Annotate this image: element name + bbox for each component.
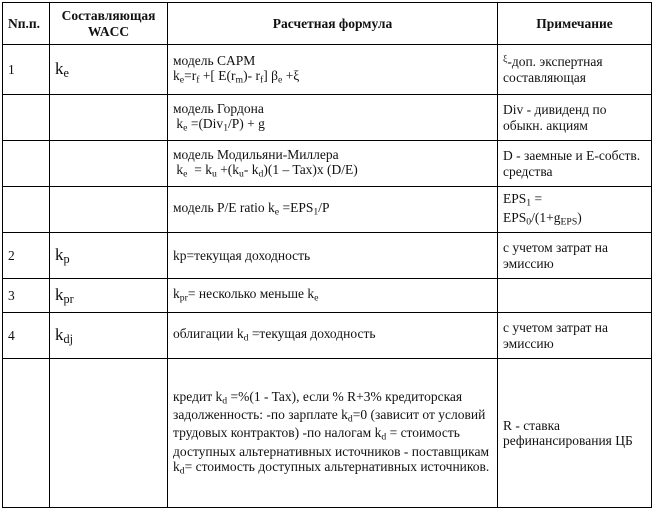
formula-kpr: $k_{pr}=$ несколько меньше $k_e$ <box>168 279 498 313</box>
note-empty <box>498 279 652 313</box>
header-num: Nп.п. <box>3 3 50 45</box>
header-note: Примечание <box>498 3 652 45</box>
table-row <box>3 45 652 95</box>
component-kpr: $k_{pr}$ <box>50 279 168 313</box>
header-row <box>3 3 652 45</box>
formula-title: модель CAPM <box>173 52 256 68</box>
formula-eq: $k_e =(Div_1/P) + g$ <box>173 115 265 134</box>
table-row <box>3 279 652 313</box>
component-ke: $k_e$ <box>50 45 168 95</box>
formula-kd-bonds: облигации $k_d$ =текущая доходность <box>168 313 498 359</box>
formula-kp: kp=текущая доходность <box>168 233 498 279</box>
table-row <box>3 233 652 279</box>
row-num: 4 <box>3 313 50 359</box>
formula-eq: $k_e=r_f$ +[ $E(r_m)-$ $r_f$] $\beta_e +\xi$ <box>173 67 300 86</box>
row-num: 3 <box>3 279 50 313</box>
row-num <box>3 359 50 508</box>
table-row <box>3 359 652 508</box>
note-refinancing: R - ставка рефинансирования ЦБ <box>498 359 652 508</box>
table-row <box>3 95 652 141</box>
note-div: Div - дивиденд по обыкн. акциям <box>498 95 652 141</box>
note-emission: с учетом затрат на эмиссию <box>498 233 652 279</box>
table-row <box>3 187 652 233</box>
formula-gordon <box>168 95 498 141</box>
component-empty <box>50 95 168 141</box>
formula-pe: модель P/E ratio $k_e =EPS_1/P$ <box>168 187 498 233</box>
formula-capm <box>168 45 498 95</box>
row-num <box>3 187 50 233</box>
header-component: Составляющая WACC <box>50 3 168 45</box>
component-empty <box>50 359 168 508</box>
note-xi: $^\xi$-доп. экспертная составляющая <box>498 45 652 95</box>
component-kdj: $k_{dj}$ <box>50 313 168 359</box>
component-kp: $k_p$ <box>50 233 168 279</box>
row-num <box>3 141 50 187</box>
component-empty <box>50 187 168 233</box>
formula-title: модель Модильяни-Миллера <box>173 146 339 162</box>
table-row <box>3 141 652 187</box>
formula-title: модель Гордона <box>173 100 264 116</box>
formula-kd-credit: кредит $k_d =\%(1 - Tax)$, если % R+3% кредиторская задолженность: -по зарплате $k_d=0$ (зависит от условий трудовых контрактов) -по налогам $k_d$ = стоимость доступных альтернативных источников - поставщикам $k_d=$ стоимость доступных альтернативных источников. <box>168 359 498 508</box>
row-num <box>3 95 50 141</box>
note-de: D - заемные и E-собств. средства <box>498 141 652 187</box>
component-empty <box>50 141 168 187</box>
table-row <box>3 313 652 359</box>
formula-eq: $k_e = k_u +(k_u-$ $k_d)(1 - Tax)x$ (D/E) <box>173 161 358 180</box>
row-num: 2 <box>3 233 50 279</box>
note-emission: с учетом затрат на эмиссию <box>498 313 652 359</box>
row-num: 1 <box>3 45 50 95</box>
formula-mm <box>168 141 498 187</box>
header-formula: Расчетная формула <box>168 3 498 45</box>
note-eps: $EPS_1$ = $EPS_0/(1+g_{EPS})$ <box>498 187 652 233</box>
wacc-table <box>2 2 652 508</box>
